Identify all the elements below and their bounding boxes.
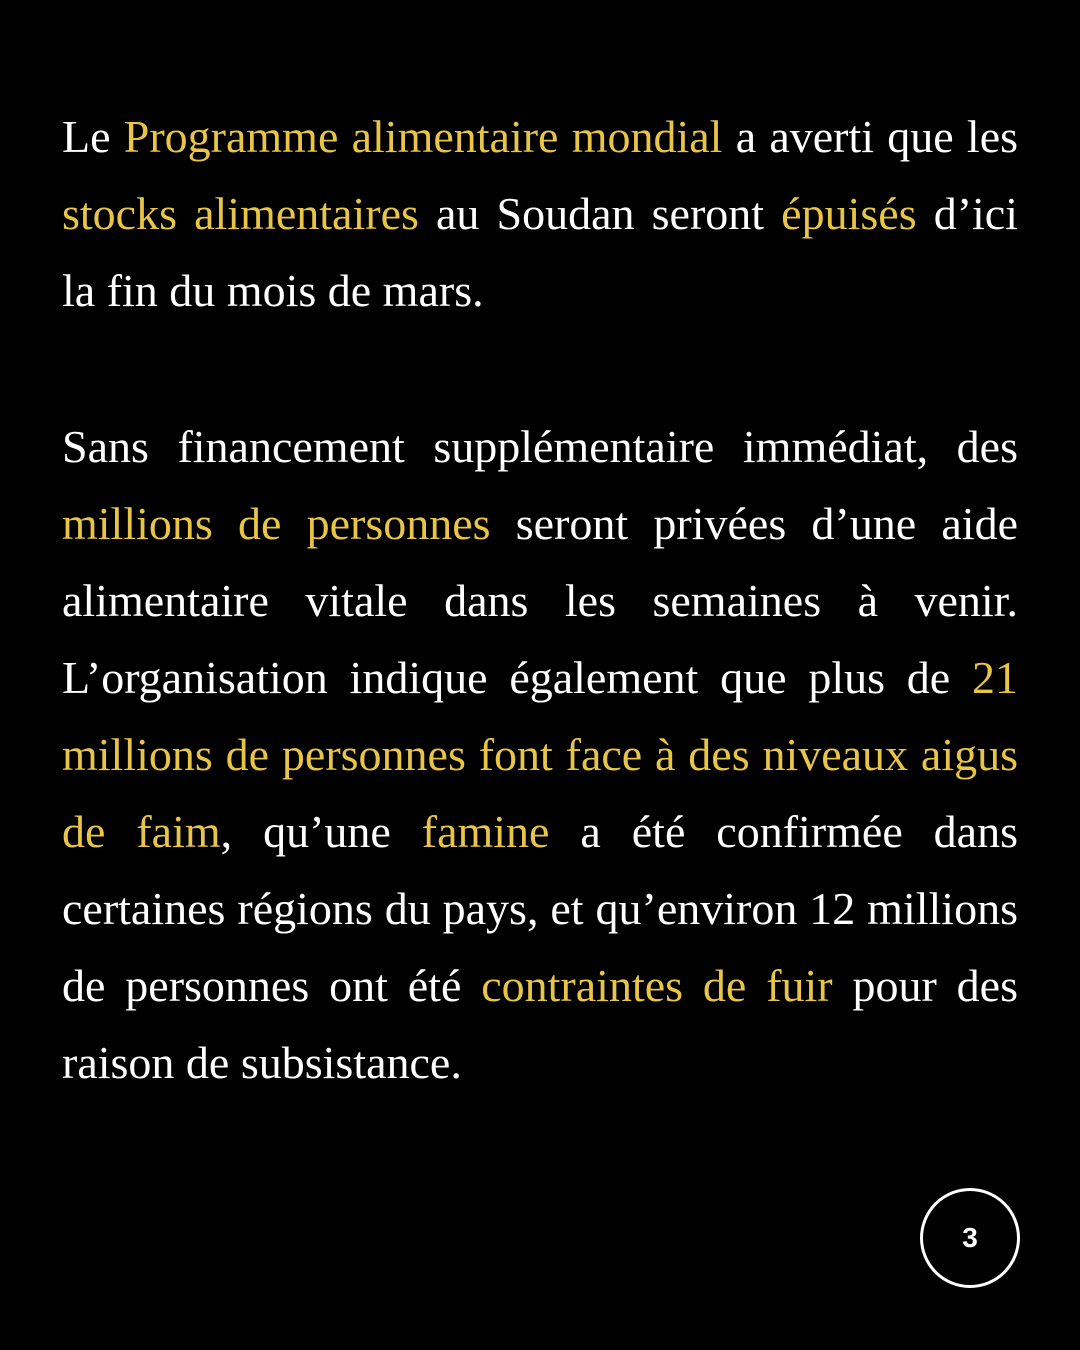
page-number: 3 <box>962 1222 978 1253</box>
text-segment: seront privées d’une aide alimentaire vitale dans les semaines à venir. L’organisation indique également que plus de <box>62 498 1018 703</box>
paragraph-2 <box>62 408 1018 1101</box>
highlight-famine: famine <box>421 806 550 857</box>
highlight-epuises: épuisés <box>781 188 917 239</box>
text-segment: pour des raison de subsistance. <box>62 960 1018 1088</box>
text-segment: d’ici la fin du mois de mars. <box>62 188 1018 316</box>
text-segment: a été confirmée dans certaines régions du pays, et qu’environ 12 millions de personnes ont été <box>62 806 1018 1011</box>
highlight-21-millions: 21 millions de personnes font face à des niveaux aigus de faim <box>62 652 1018 857</box>
highlight-stocks-alimentaires: stocks alimentaires <box>62 188 419 239</box>
highlight-millions-de-personnes: millions de personnes <box>62 498 491 549</box>
paragraph-1 <box>62 98 1018 329</box>
page-number-badge <box>920 1188 1020 1288</box>
text-segment: Le <box>62 111 124 162</box>
highlight-contraintes-de-fuir: contraintes de fuir <box>481 960 833 1011</box>
text-segment: au Soudan seront <box>418 188 782 239</box>
text-segment: , qu’une <box>220 806 422 857</box>
highlight-programme-alimentaire-mondial: Programme alimentaire mondial <box>123 111 723 162</box>
text-segment: Sans financement supplémentaire immédiat, des <box>62 421 1018 472</box>
text-segment: a averti que les <box>722 111 1019 162</box>
